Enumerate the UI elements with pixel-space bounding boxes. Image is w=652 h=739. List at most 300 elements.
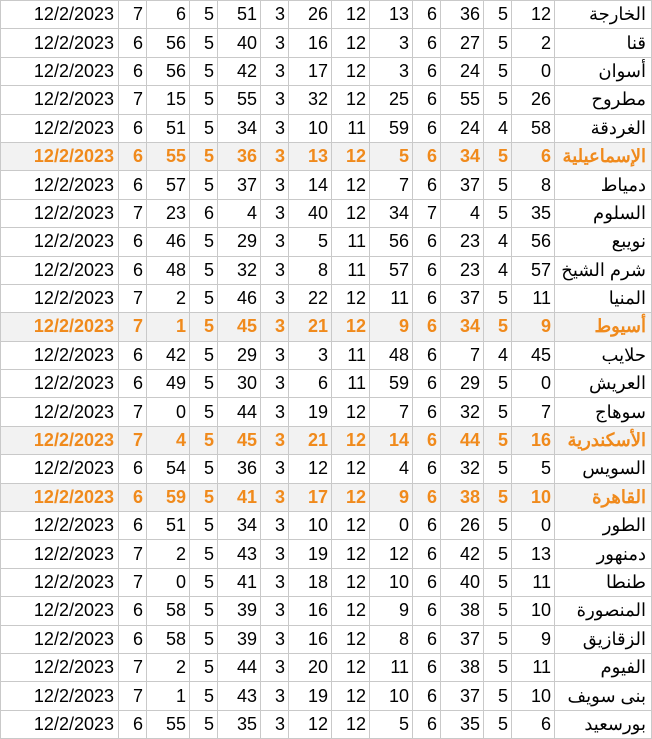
value-cell[interactable]: 6 <box>119 597 147 625</box>
city-name-cell[interactable]: نويبع <box>555 228 652 256</box>
city-name-cell[interactable]: شرم الشيخ <box>555 256 652 284</box>
value-cell[interactable]: 6 <box>413 625 441 653</box>
value-cell[interactable]: 12 <box>332 625 370 653</box>
value-cell[interactable]: 26 <box>441 512 484 540</box>
value-cell[interactable]: 6 <box>119 142 147 170</box>
value-cell[interactable]: 36 <box>218 455 261 483</box>
value-cell[interactable]: 6 <box>413 29 441 57</box>
value-cell[interactable]: 4 <box>370 455 413 483</box>
value-cell[interactable]: 34 <box>441 142 484 170</box>
value-cell[interactable]: 7 <box>370 171 413 199</box>
value-cell[interactable]: 4 <box>218 199 261 227</box>
city-name-cell[interactable]: الزقازيق <box>555 625 652 653</box>
city-name-cell[interactable]: أسيوط <box>555 313 652 341</box>
value-cell[interactable]: 6 <box>413 653 441 681</box>
value-cell[interactable]: 51 <box>147 512 190 540</box>
value-cell[interactable]: 37 <box>441 284 484 312</box>
value-cell[interactable]: 5 <box>484 313 512 341</box>
value-cell[interactable]: 7 <box>119 426 147 454</box>
value-cell[interactable]: 41 <box>218 568 261 596</box>
value-cell[interactable]: 6 <box>413 455 441 483</box>
date-cell[interactable]: 12/2/2023 <box>1 199 119 227</box>
value-cell[interactable]: 58 <box>512 114 555 142</box>
value-cell[interactable]: 6 <box>512 710 555 738</box>
value-cell[interactable]: 29 <box>218 341 261 369</box>
city-name-cell[interactable]: دمنهور <box>555 540 652 568</box>
value-cell[interactable]: 13 <box>512 540 555 568</box>
value-cell[interactable]: 57 <box>512 256 555 284</box>
value-cell[interactable]: 5 <box>190 1 218 29</box>
value-cell[interactable]: 3 <box>370 29 413 57</box>
value-cell[interactable]: 20 <box>289 653 332 681</box>
value-cell[interactable]: 21 <box>289 313 332 341</box>
value-cell[interactable]: 13 <box>370 1 413 29</box>
value-cell[interactable]: 3 <box>261 29 289 57</box>
value-cell[interactable]: 23 <box>147 199 190 227</box>
value-cell[interactable]: 6 <box>413 341 441 369</box>
value-cell[interactable]: 8 <box>289 256 332 284</box>
date-cell[interactable]: 12/2/2023 <box>1 114 119 142</box>
value-cell[interactable]: 12 <box>332 540 370 568</box>
value-cell[interactable]: 6 <box>119 29 147 57</box>
value-cell[interactable]: 6 <box>413 568 441 596</box>
value-cell[interactable]: 5 <box>190 114 218 142</box>
value-cell[interactable]: 9 <box>370 313 413 341</box>
value-cell[interactable]: 5 <box>190 426 218 454</box>
value-cell[interactable]: 6 <box>413 483 441 511</box>
value-cell[interactable]: 5 <box>484 540 512 568</box>
value-cell[interactable]: 3 <box>261 114 289 142</box>
value-cell[interactable]: 3 <box>261 199 289 227</box>
value-cell[interactable]: 6 <box>147 1 190 29</box>
value-cell[interactable]: 39 <box>218 597 261 625</box>
value-cell[interactable]: 5 <box>190 653 218 681</box>
value-cell[interactable]: 0 <box>370 512 413 540</box>
value-cell[interactable]: 4 <box>441 199 484 227</box>
value-cell[interactable]: 17 <box>289 57 332 85</box>
value-cell[interactable]: 5 <box>190 625 218 653</box>
value-cell[interactable]: 3 <box>261 512 289 540</box>
value-cell[interactable]: 12 <box>332 142 370 170</box>
value-cell[interactable]: 5 <box>484 86 512 114</box>
value-cell[interactable]: 5 <box>484 1 512 29</box>
value-cell[interactable]: 5 <box>484 483 512 511</box>
value-cell[interactable]: 12 <box>332 426 370 454</box>
value-cell[interactable]: 23 <box>441 228 484 256</box>
value-cell[interactable]: 3 <box>261 57 289 85</box>
value-cell[interactable]: 8 <box>370 625 413 653</box>
value-cell[interactable]: 6 <box>413 597 441 625</box>
city-name-cell[interactable]: الطور <box>555 512 652 540</box>
value-cell[interactable]: 22 <box>289 284 332 312</box>
value-cell[interactable]: 6 <box>413 228 441 256</box>
value-cell[interactable]: 4 <box>484 256 512 284</box>
value-cell[interactable]: 43 <box>218 540 261 568</box>
value-cell[interactable]: 7 <box>119 313 147 341</box>
value-cell[interactable]: 4 <box>484 228 512 256</box>
value-cell[interactable]: 40 <box>289 199 332 227</box>
date-cell[interactable]: 12/2/2023 <box>1 625 119 653</box>
value-cell[interactable]: 19 <box>289 398 332 426</box>
value-cell[interactable]: 7 <box>119 284 147 312</box>
value-cell[interactable]: 7 <box>119 86 147 114</box>
value-cell[interactable]: 55 <box>218 86 261 114</box>
value-cell[interactable]: 9 <box>512 313 555 341</box>
value-cell[interactable]: 5 <box>484 653 512 681</box>
value-cell[interactable]: 54 <box>147 455 190 483</box>
value-cell[interactable]: 10 <box>289 512 332 540</box>
value-cell[interactable]: 7 <box>441 341 484 369</box>
date-cell[interactable]: 12/2/2023 <box>1 341 119 369</box>
value-cell[interactable]: 6 <box>119 171 147 199</box>
value-cell[interactable]: 26 <box>512 86 555 114</box>
value-cell[interactable]: 19 <box>289 540 332 568</box>
value-cell[interactable]: 3 <box>261 455 289 483</box>
value-cell[interactable]: 4 <box>484 341 512 369</box>
value-cell[interactable]: 5 <box>190 313 218 341</box>
value-cell[interactable]: 55 <box>147 142 190 170</box>
value-cell[interactable]: 5 <box>484 455 512 483</box>
date-cell[interactable]: 12/2/2023 <box>1 171 119 199</box>
value-cell[interactable]: 5 <box>484 568 512 596</box>
value-cell[interactable]: 12 <box>332 710 370 738</box>
value-cell[interactable]: 7 <box>119 540 147 568</box>
value-cell[interactable]: 12 <box>332 455 370 483</box>
city-name-cell[interactable]: المنيا <box>555 284 652 312</box>
value-cell[interactable]: 12 <box>289 710 332 738</box>
value-cell[interactable]: 45 <box>512 341 555 369</box>
value-cell[interactable]: 3 <box>261 653 289 681</box>
value-cell[interactable]: 37 <box>441 171 484 199</box>
value-cell[interactable]: 6 <box>413 370 441 398</box>
value-cell[interactable]: 6 <box>413 313 441 341</box>
value-cell[interactable]: 7 <box>119 653 147 681</box>
date-cell[interactable]: 12/2/2023 <box>1 284 119 312</box>
value-cell[interactable]: 37 <box>441 625 484 653</box>
value-cell[interactable]: 29 <box>441 370 484 398</box>
value-cell[interactable]: 42 <box>441 540 484 568</box>
value-cell[interactable]: 32 <box>441 455 484 483</box>
value-cell[interactable]: 3 <box>261 1 289 29</box>
date-cell[interactable]: 12/2/2023 <box>1 426 119 454</box>
value-cell[interactable]: 6 <box>413 114 441 142</box>
city-name-cell[interactable]: بنى سويف <box>555 682 652 710</box>
value-cell[interactable]: 6 <box>413 1 441 29</box>
value-cell[interactable]: 5 <box>190 682 218 710</box>
value-cell[interactable]: 5 <box>512 455 555 483</box>
value-cell[interactable]: 32 <box>441 398 484 426</box>
value-cell[interactable]: 55 <box>441 86 484 114</box>
value-cell[interactable]: 44 <box>441 426 484 454</box>
date-cell[interactable]: 12/2/2023 <box>1 1 119 29</box>
value-cell[interactable]: 37 <box>218 171 261 199</box>
value-cell[interactable]: 6 <box>413 86 441 114</box>
date-cell[interactable]: 12/2/2023 <box>1 57 119 85</box>
value-cell[interactable]: 6 <box>289 370 332 398</box>
value-cell[interactable]: 5 <box>289 228 332 256</box>
value-cell[interactable]: 9 <box>370 597 413 625</box>
value-cell[interactable]: 11 <box>332 341 370 369</box>
value-cell[interactable]: 10 <box>512 483 555 511</box>
value-cell[interactable]: 6 <box>190 199 218 227</box>
value-cell[interactable]: 3 <box>261 682 289 710</box>
value-cell[interactable]: 12 <box>332 313 370 341</box>
city-name-cell[interactable]: المنصورة <box>555 597 652 625</box>
value-cell[interactable]: 3 <box>261 398 289 426</box>
value-cell[interactable]: 23 <box>441 256 484 284</box>
city-name-cell[interactable]: السلوم <box>555 199 652 227</box>
value-cell[interactable]: 6 <box>413 682 441 710</box>
city-name-cell[interactable]: حلايب <box>555 341 652 369</box>
value-cell[interactable]: 44 <box>218 653 261 681</box>
value-cell[interactable]: 25 <box>370 86 413 114</box>
value-cell[interactable]: 5 <box>190 256 218 284</box>
value-cell[interactable]: 6 <box>119 455 147 483</box>
value-cell[interactable]: 5 <box>190 341 218 369</box>
value-cell[interactable]: 1 <box>147 682 190 710</box>
value-cell[interactable]: 7 <box>413 199 441 227</box>
value-cell[interactable]: 2 <box>147 540 190 568</box>
value-cell[interactable]: 5 <box>190 398 218 426</box>
date-cell[interactable]: 12/2/2023 <box>1 86 119 114</box>
value-cell[interactable]: 12 <box>332 483 370 511</box>
date-cell[interactable]: 12/2/2023 <box>1 256 119 284</box>
value-cell[interactable]: 38 <box>441 597 484 625</box>
value-cell[interactable]: 7 <box>119 1 147 29</box>
value-cell[interactable]: 3 <box>261 625 289 653</box>
date-cell[interactable]: 12/2/2023 <box>1 568 119 596</box>
value-cell[interactable]: 7 <box>119 682 147 710</box>
value-cell[interactable]: 46 <box>218 284 261 312</box>
value-cell[interactable]: 36 <box>441 1 484 29</box>
value-cell[interactable]: 17 <box>289 483 332 511</box>
value-cell[interactable]: 16 <box>289 597 332 625</box>
value-cell[interactable]: 10 <box>370 682 413 710</box>
value-cell[interactable]: 6 <box>512 142 555 170</box>
value-cell[interactable]: 12 <box>332 86 370 114</box>
value-cell[interactable]: 5 <box>190 29 218 57</box>
city-name-cell[interactable]: قنا <box>555 29 652 57</box>
city-name-cell[interactable]: السويس <box>555 455 652 483</box>
value-cell[interactable]: 16 <box>512 426 555 454</box>
value-cell[interactable]: 39 <box>218 625 261 653</box>
value-cell[interactable]: 5 <box>190 228 218 256</box>
value-cell[interactable]: 5 <box>484 29 512 57</box>
value-cell[interactable]: 18 <box>289 568 332 596</box>
value-cell[interactable]: 3 <box>370 57 413 85</box>
value-cell[interactable]: 11 <box>332 228 370 256</box>
value-cell[interactable]: 12 <box>332 682 370 710</box>
value-cell[interactable]: 5 <box>484 682 512 710</box>
value-cell[interactable]: 5 <box>190 142 218 170</box>
value-cell[interactable]: 3 <box>261 540 289 568</box>
value-cell[interactable]: 0 <box>512 512 555 540</box>
value-cell[interactable]: 12 <box>332 171 370 199</box>
value-cell[interactable]: 2 <box>147 653 190 681</box>
value-cell[interactable]: 14 <box>370 426 413 454</box>
value-cell[interactable]: 29 <box>218 228 261 256</box>
value-cell[interactable]: 2 <box>147 284 190 312</box>
value-cell[interactable]: 7 <box>119 398 147 426</box>
value-cell[interactable]: 7 <box>119 568 147 596</box>
value-cell[interactable]: 11 <box>332 370 370 398</box>
value-cell[interactable]: 12 <box>512 1 555 29</box>
value-cell[interactable]: 10 <box>370 568 413 596</box>
value-cell[interactable]: 58 <box>147 625 190 653</box>
city-name-cell[interactable]: طنطا <box>555 568 652 596</box>
value-cell[interactable]: 3 <box>261 228 289 256</box>
value-cell[interactable]: 3 <box>261 86 289 114</box>
value-cell[interactable]: 12 <box>332 597 370 625</box>
value-cell[interactable]: 3 <box>289 341 332 369</box>
value-cell[interactable]: 5 <box>190 710 218 738</box>
value-cell[interactable]: 59 <box>370 370 413 398</box>
value-cell[interactable]: 6 <box>413 710 441 738</box>
city-name-cell[interactable]: العريش <box>555 370 652 398</box>
value-cell[interactable]: 7 <box>512 398 555 426</box>
value-cell[interactable]: 6 <box>119 341 147 369</box>
value-cell[interactable]: 3 <box>261 370 289 398</box>
value-cell[interactable]: 8 <box>512 171 555 199</box>
date-cell[interactable]: 12/2/2023 <box>1 455 119 483</box>
value-cell[interactable]: 42 <box>147 341 190 369</box>
value-cell[interactable]: 7 <box>370 398 413 426</box>
value-cell[interactable]: 12 <box>332 199 370 227</box>
value-cell[interactable]: 12 <box>332 398 370 426</box>
value-cell[interactable]: 11 <box>370 653 413 681</box>
city-name-cell[interactable]: سوهاج <box>555 398 652 426</box>
value-cell[interactable]: 3 <box>261 597 289 625</box>
value-cell[interactable]: 3 <box>261 171 289 199</box>
value-cell[interactable]: 38 <box>441 653 484 681</box>
value-cell[interactable]: 43 <box>218 682 261 710</box>
value-cell[interactable]: 12 <box>332 284 370 312</box>
value-cell[interactable]: 4 <box>484 114 512 142</box>
value-cell[interactable]: 5 <box>190 512 218 540</box>
value-cell[interactable]: 26 <box>289 1 332 29</box>
value-cell[interactable]: 5 <box>190 483 218 511</box>
value-cell[interactable]: 56 <box>512 228 555 256</box>
value-cell[interactable]: 13 <box>289 142 332 170</box>
value-cell[interactable]: 49 <box>147 370 190 398</box>
date-cell[interactable]: 12/2/2023 <box>1 313 119 341</box>
value-cell[interactable]: 3 <box>261 483 289 511</box>
value-cell[interactable]: 4 <box>147 426 190 454</box>
value-cell[interactable]: 5 <box>370 142 413 170</box>
value-cell[interactable]: 58 <box>147 597 190 625</box>
value-cell[interactable]: 56 <box>147 29 190 57</box>
value-cell[interactable]: 6 <box>413 398 441 426</box>
value-cell[interactable]: 0 <box>512 370 555 398</box>
value-cell[interactable]: 19 <box>289 682 332 710</box>
value-cell[interactable]: 6 <box>413 57 441 85</box>
value-cell[interactable]: 40 <box>441 568 484 596</box>
value-cell[interactable]: 35 <box>218 710 261 738</box>
value-cell[interactable]: 6 <box>119 512 147 540</box>
value-cell[interactable]: 56 <box>370 228 413 256</box>
city-name-cell[interactable]: الأسكندرية <box>555 426 652 454</box>
value-cell[interactable]: 6 <box>413 540 441 568</box>
value-cell[interactable]: 5 <box>484 142 512 170</box>
city-name-cell[interactable]: مطروح <box>555 86 652 114</box>
value-cell[interactable]: 5 <box>190 597 218 625</box>
value-cell[interactable]: 34 <box>441 313 484 341</box>
value-cell[interactable]: 3 <box>261 568 289 596</box>
value-cell[interactable]: 10 <box>512 597 555 625</box>
value-cell[interactable]: 5 <box>484 426 512 454</box>
value-cell[interactable]: 10 <box>512 682 555 710</box>
value-cell[interactable]: 12 <box>332 57 370 85</box>
value-cell[interactable]: 5 <box>484 57 512 85</box>
city-name-cell[interactable]: الفيوم <box>555 653 652 681</box>
value-cell[interactable]: 21 <box>289 426 332 454</box>
value-cell[interactable]: 12 <box>332 512 370 540</box>
city-name-cell[interactable]: دمياط <box>555 171 652 199</box>
value-cell[interactable]: 6 <box>119 57 147 85</box>
value-cell[interactable]: 6 <box>119 228 147 256</box>
value-cell[interactable]: 3 <box>261 313 289 341</box>
date-cell[interactable]: 12/2/2023 <box>1 29 119 57</box>
value-cell[interactable]: 1 <box>147 313 190 341</box>
value-cell[interactable]: 3 <box>261 256 289 284</box>
value-cell[interactable]: 51 <box>218 1 261 29</box>
value-cell[interactable]: 57 <box>370 256 413 284</box>
value-cell[interactable]: 38 <box>441 483 484 511</box>
date-cell[interactable]: 12/2/2023 <box>1 512 119 540</box>
value-cell[interactable]: 24 <box>441 57 484 85</box>
value-cell[interactable]: 5 <box>484 625 512 653</box>
value-cell[interactable]: 24 <box>441 114 484 142</box>
value-cell[interactable]: 30 <box>218 370 261 398</box>
value-cell[interactable]: 12 <box>332 29 370 57</box>
value-cell[interactable]: 3 <box>261 710 289 738</box>
value-cell[interactable]: 3 <box>261 341 289 369</box>
value-cell[interactable]: 12 <box>332 568 370 596</box>
value-cell[interactable]: 11 <box>512 284 555 312</box>
value-cell[interactable]: 5 <box>190 370 218 398</box>
value-cell[interactable]: 3 <box>261 142 289 170</box>
date-cell[interactable]: 12/2/2023 <box>1 682 119 710</box>
value-cell[interactable]: 0 <box>147 568 190 596</box>
value-cell[interactable]: 0 <box>512 57 555 85</box>
value-cell[interactable]: 6 <box>119 483 147 511</box>
value-cell[interactable]: 45 <box>218 426 261 454</box>
city-name-cell[interactable]: الخارجة <box>555 1 652 29</box>
city-name-cell[interactable]: أسوان <box>555 57 652 85</box>
value-cell[interactable]: 12 <box>332 1 370 29</box>
value-cell[interactable]: 0 <box>147 398 190 426</box>
value-cell[interactable]: 9 <box>512 625 555 653</box>
value-cell[interactable]: 3 <box>261 284 289 312</box>
date-cell[interactable]: 12/2/2023 <box>1 370 119 398</box>
city-name-cell[interactable]: بورسعيد <box>555 710 652 738</box>
value-cell[interactable]: 59 <box>147 483 190 511</box>
value-cell[interactable]: 56 <box>147 57 190 85</box>
city-name-cell[interactable]: الغردقة <box>555 114 652 142</box>
value-cell[interactable]: 5 <box>370 710 413 738</box>
value-cell[interactable]: 5 <box>190 568 218 596</box>
value-cell[interactable]: 11 <box>512 653 555 681</box>
value-cell[interactable]: 32 <box>289 86 332 114</box>
value-cell[interactable]: 35 <box>512 199 555 227</box>
value-cell[interactable]: 45 <box>218 313 261 341</box>
value-cell[interactable]: 40 <box>218 29 261 57</box>
value-cell[interactable]: 5 <box>484 710 512 738</box>
value-cell[interactable]: 9 <box>370 483 413 511</box>
city-name-cell[interactable]: الإسماعيلية <box>555 142 652 170</box>
value-cell[interactable]: 51 <box>147 114 190 142</box>
value-cell[interactable]: 5 <box>484 597 512 625</box>
